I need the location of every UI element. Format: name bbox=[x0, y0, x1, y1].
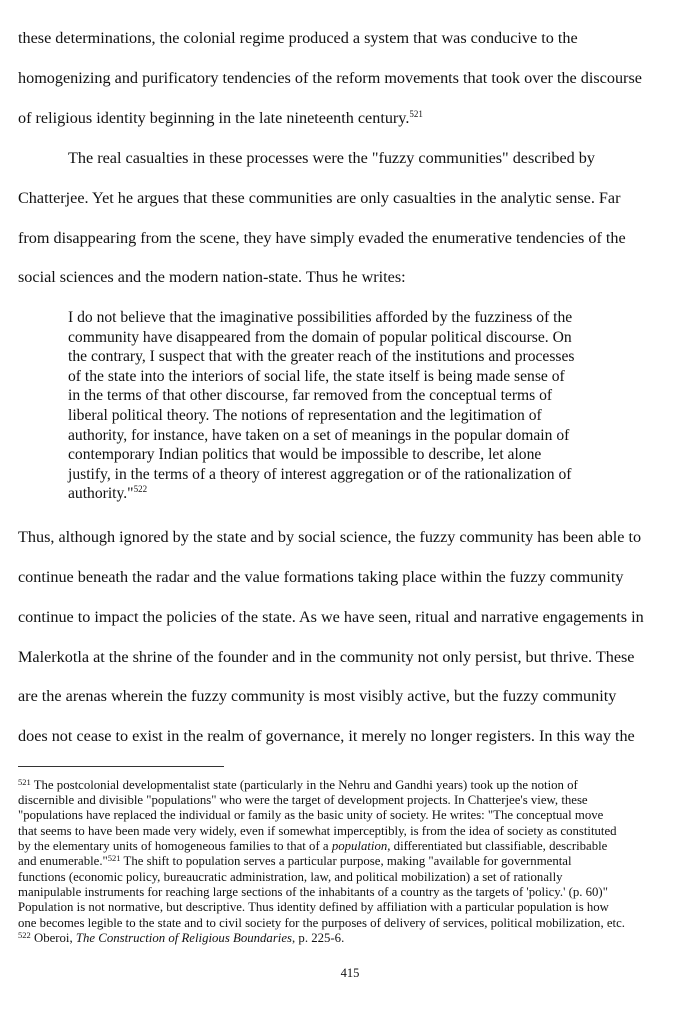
footnote-divider bbox=[18, 766, 224, 767]
footnote-mark: 521 bbox=[18, 777, 31, 787]
footnote-line: functions (economic policy, bureaucratic administration, law, and political mobilization) a set of rationally bbox=[18, 870, 563, 884]
footnote-line: that seems to have been made very widely, even if somewhat imperceptibly, is from the idea of society as constituted bbox=[18, 824, 617, 838]
body-line: does not cease to exist in the realm of governance, it merely no longer registers. In this way the bbox=[18, 727, 635, 745]
quote-line: the contrary, I suspect that with the greater reach of the institutions and processes bbox=[68, 348, 575, 365]
footnote-ref-522: 522 bbox=[133, 484, 148, 494]
body-line: of religious identity beginning in the late nineteenth century.$^{521}$ bbox=[18, 109, 423, 127]
body-line: continue beneath the radar and the value formations taking place within the fuzzy community bbox=[18, 568, 624, 586]
body-line: homogenizing and purificatory tendencies of the reform movements that took over the discourse bbox=[18, 69, 642, 87]
quote-line: authority, for instance, have taken on a set of meanings in the popular domain of bbox=[68, 427, 570, 444]
quote-line: justify, in the terms of a theory of interest aggregation or of the rationalization of bbox=[68, 466, 572, 483]
body-line: these determinations, the colonial regime produced a system that was conducive to the bbox=[18, 29, 578, 47]
page-number: 415 bbox=[340, 966, 360, 980]
footnote-line: $^{521}$ The postcolonial developmentalist state (particularly in the Nehru and Gandhi years) took up the notion of bbox=[18, 777, 578, 792]
quote-line: contemporary Indian politics that would be impossible to describe, let alone bbox=[68, 446, 542, 463]
footnote-line: one becomes legible to the state and to civil society for the purposes of delivery of services, political mobilization, etc. bbox=[18, 916, 625, 930]
footnote-line: discernible and divisible "populations" who were the target of development projects. In Chatterjee's view, these bbox=[18, 793, 588, 807]
quote-line: in the terms of that other discourse, far removed from the conceptual terms of bbox=[68, 387, 553, 404]
footnote-line: and enumerable."$^{521}$ The shift to population serves a particular purpose, making "available for governmental bbox=[18, 853, 572, 868]
footnote-line: by the elementary units of homogeneous families to that of a population, differentiated but classifiable, describable bbox=[18, 839, 608, 853]
body-line: from disappearing from the scene, they have simply evaded the enumerative tendencies of the bbox=[18, 229, 626, 247]
body-line: are the arenas wherein the fuzzy community is most visibly active, but the fuzzy community bbox=[18, 687, 617, 705]
quote-line: of the state into the interiors of social life, the state itself is being made sense of bbox=[68, 368, 565, 385]
body-line: Thus, although ignored by the state and by social science, the fuzzy community has been able to bbox=[18, 528, 642, 546]
quote-line: authority."$^{522}$ bbox=[68, 484, 148, 502]
quote-line: liberal political theory. The notions of representation and the legitimation of bbox=[68, 407, 542, 424]
body-line: social sciences and the modern nation-state. Thus he writes: bbox=[18, 268, 406, 286]
footnote-ref-521: 521 bbox=[409, 109, 423, 119]
footnote-mark: 522 bbox=[18, 930, 31, 940]
paragraph-first-line: The real casualties in these processes were the "fuzzy communities" described by bbox=[68, 149, 595, 167]
body-line: Malerkotla at the shrine of the founder and in the community not only persist, but thrive. These bbox=[18, 648, 635, 666]
body-line: continue to impact the policies of the state. As we have seen, ritual and narrative engagements in bbox=[18, 608, 644, 626]
footnote-line: "populations have replaced the individual or family as the basic unity of society. He writes: "The conceptual move bbox=[18, 808, 604, 822]
quote-line: I do not believe that the imaginative possibilities afforded by the fuzziness of the bbox=[68, 309, 573, 326]
footnote-line: manipulable instruments for reaching large sections of the inhabitants of a country as the targets of 'policy.' (p. 60)" bbox=[18, 885, 608, 899]
quote-line: community have disappeared from the domain of popular political discourse. On bbox=[68, 329, 572, 346]
body-line: Chatterjee. Yet he argues that these communities are only casualties in the analytic sense. Far bbox=[18, 189, 621, 207]
footnote-line: $^{522}$ Oberoi, The Construction of Religious Boundaries, p. 225-6. bbox=[18, 930, 345, 945]
footnote-mark: 521 bbox=[107, 853, 121, 863]
footnote-line: Population is not normative, but descriptive. Thus identity defined by affiliation with a particular population is how bbox=[18, 900, 609, 914]
